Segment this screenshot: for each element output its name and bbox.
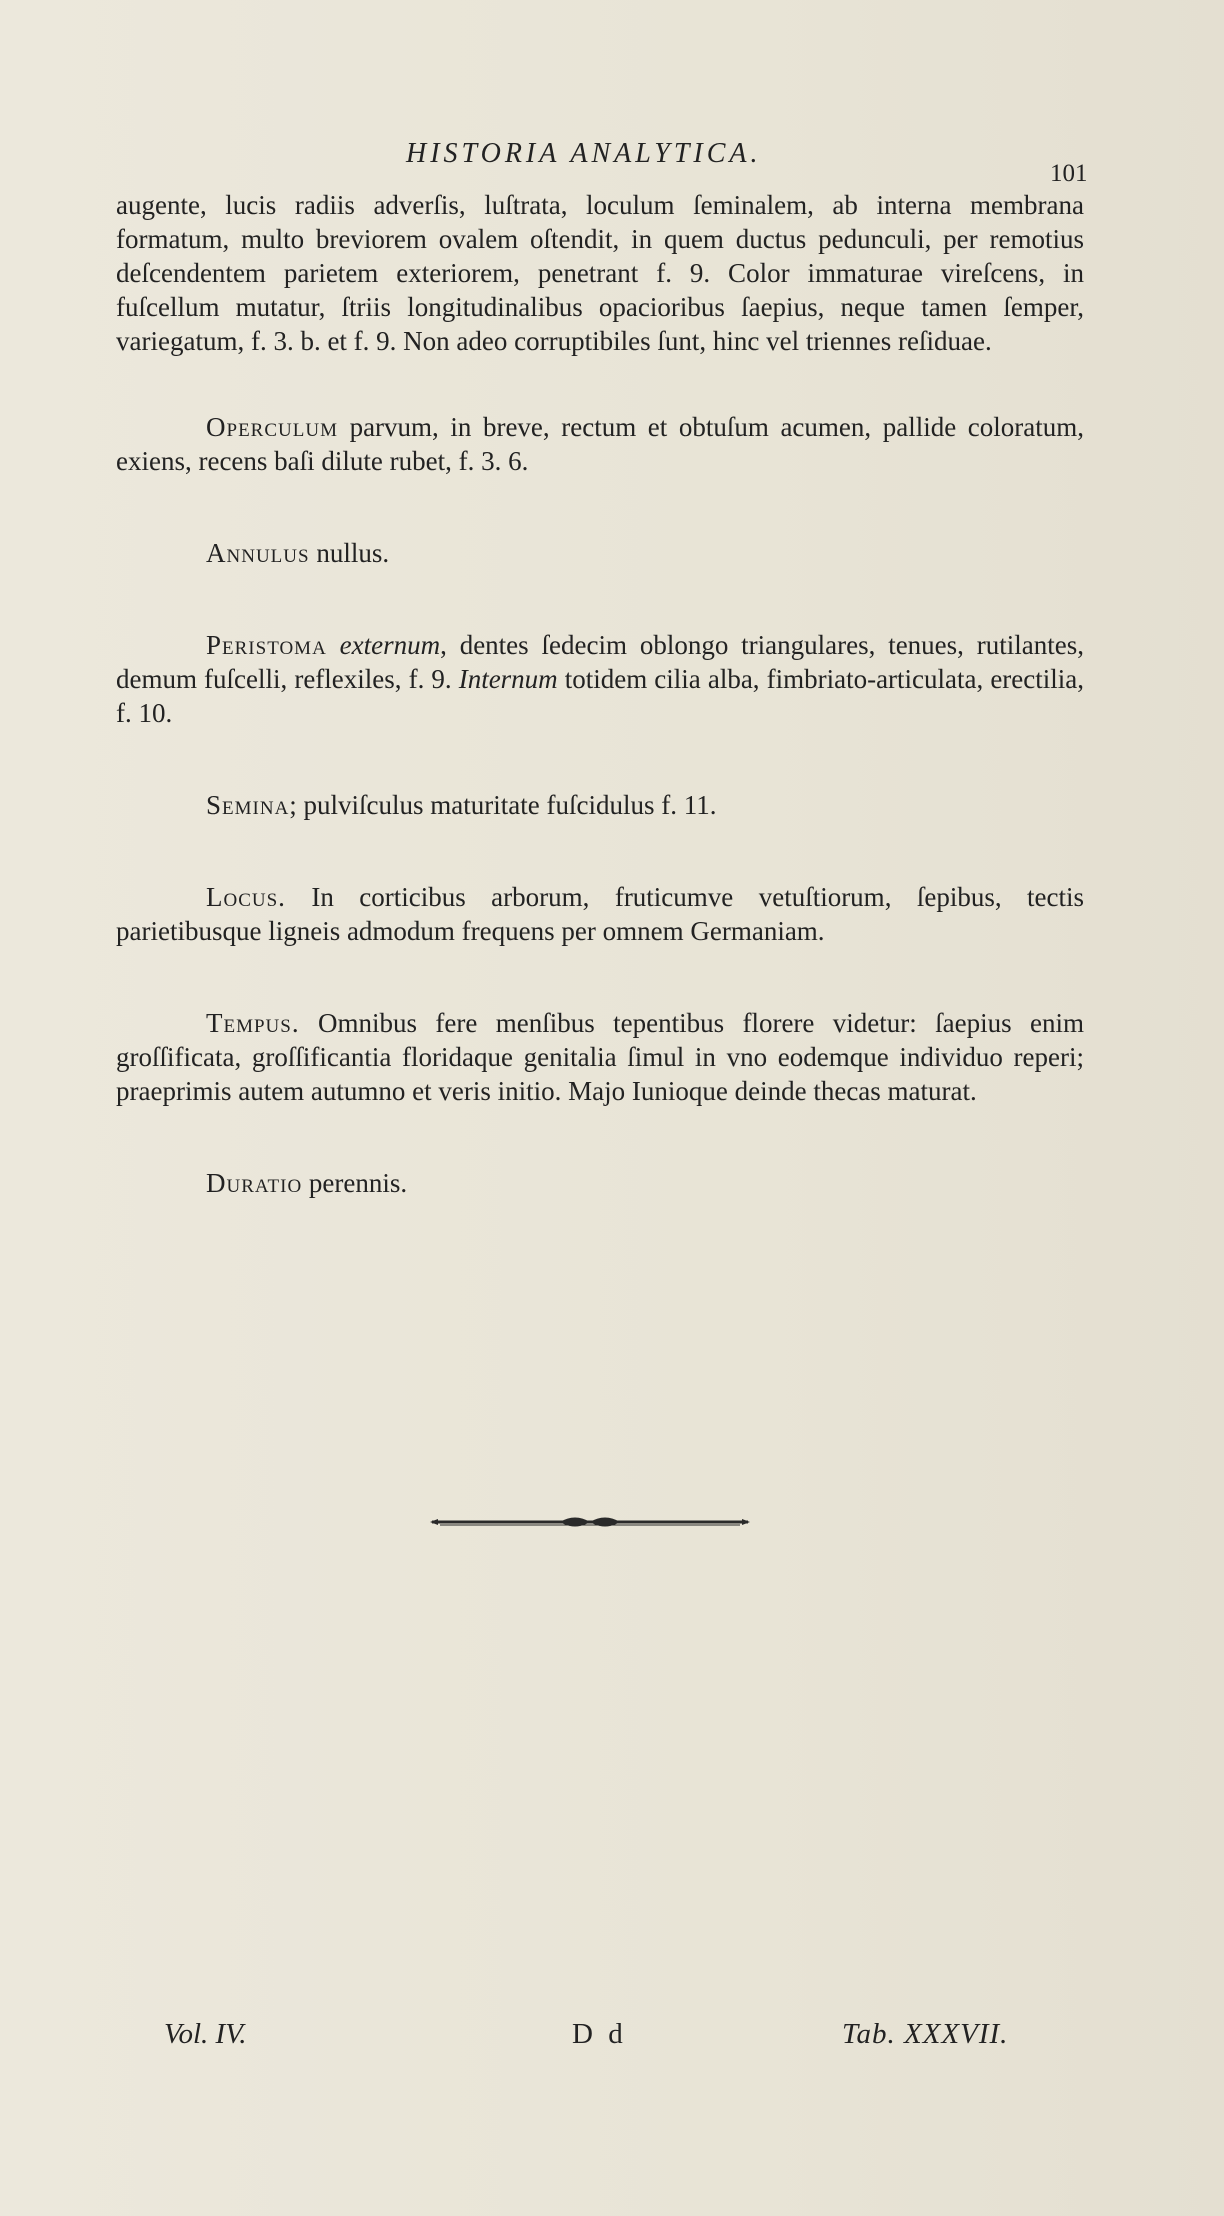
page-header <box>0 138 1224 187</box>
paragraph-semina <box>116 788 1084 822</box>
ornament-divider-icon <box>430 1512 750 1532</box>
paragraph-text: parvum, in breve, rectum et obtuſum acumen, pallide coloratum, exiens, recens baſi dilute rubet, f. 3. 6. <box>116 412 1085 476</box>
section-term: Operculum <box>206 412 338 442</box>
paragraph-duratio <box>116 1166 1084 1200</box>
paragraph-capsule-description <box>116 188 1084 358</box>
paragraph-text: In corticibus arborum, fruticumve vetuſtiorum, ſepibus, tectis parietibusque ligneis admodum frequens per omnem Germaniam. <box>116 882 1085 946</box>
signature-mark: D d <box>572 2018 627 2050</box>
paragraph-text: nullus. <box>316 538 390 568</box>
paragraph-text: perennis. <box>308 1168 408 1198</box>
italic-term: Internum <box>458 664 558 694</box>
paragraph-tempus <box>116 1006 1084 1108</box>
volume-label: Vol. IV. <box>164 2018 247 2050</box>
paragraph-text: , dentes ſedecim oblongo triangulares, tenues, rutilantes, demum fuſcelli, reflexiles, f. 9. <box>116 630 1084 694</box>
section-term: Annulus <box>206 538 310 568</box>
page-footer <box>0 2018 1224 2058</box>
paragraph-operculum <box>116 410 1084 478</box>
section-term: Locus. <box>206 882 286 912</box>
paragraph-text: ; pulviſculus maturitate fuſcidulus f. 11. <box>289 790 717 820</box>
italic-term: externum <box>339 630 441 660</box>
section-term: Tempus. <box>206 1008 300 1038</box>
section-term: Peristoma <box>206 630 327 660</box>
paragraph-text: augente, lucis radiis adverſis, luſtrata, loculum ſeminalem, ab interna membrana formatum, multo breviorem ovalem oſtendit, in quem ductus pedunculi, per remotius deſcendentem parietem exteriorem, penetrant f. 9. Color immaturae vireſcens, in fuſcellum mutatur, ſtriis longitudinalibus opacioribus ſaepius, neque tamen ſemper, variegatum, f. 3. b. et f. 9. Non adeo corruptibiles ſunt, hinc vel triennes reſiduae. <box>116 190 1084 356</box>
paragraph-text: Omnibus fere menſibus tepentibus florere videtur: ſaepius enim groſſificata, groſſificantia floridaque genitalia ſimul in vno eodemque individuo reperi; praeprimis autem autumno et veris initio. Majo Iunioque deinde thecas maturat. <box>116 1008 1085 1106</box>
running-title: HISTORIA ANALYTICA. <box>406 138 762 169</box>
paragraph-text: totidem cilia alba, fimbriato-articulata, erectilia, f. 10. <box>116 664 1085 728</box>
section-term: Duratio <box>206 1168 303 1198</box>
page-number: 101 <box>1050 160 1088 187</box>
paragraph-annulus <box>116 536 1084 570</box>
paragraph-locus <box>116 880 1084 948</box>
section-term: Semina <box>206 790 290 820</box>
plate-reference: Tab. XXXVII. <box>842 2018 1009 2050</box>
paragraph-peristoma <box>116 628 1084 730</box>
page-body <box>116 188 1084 1258</box>
